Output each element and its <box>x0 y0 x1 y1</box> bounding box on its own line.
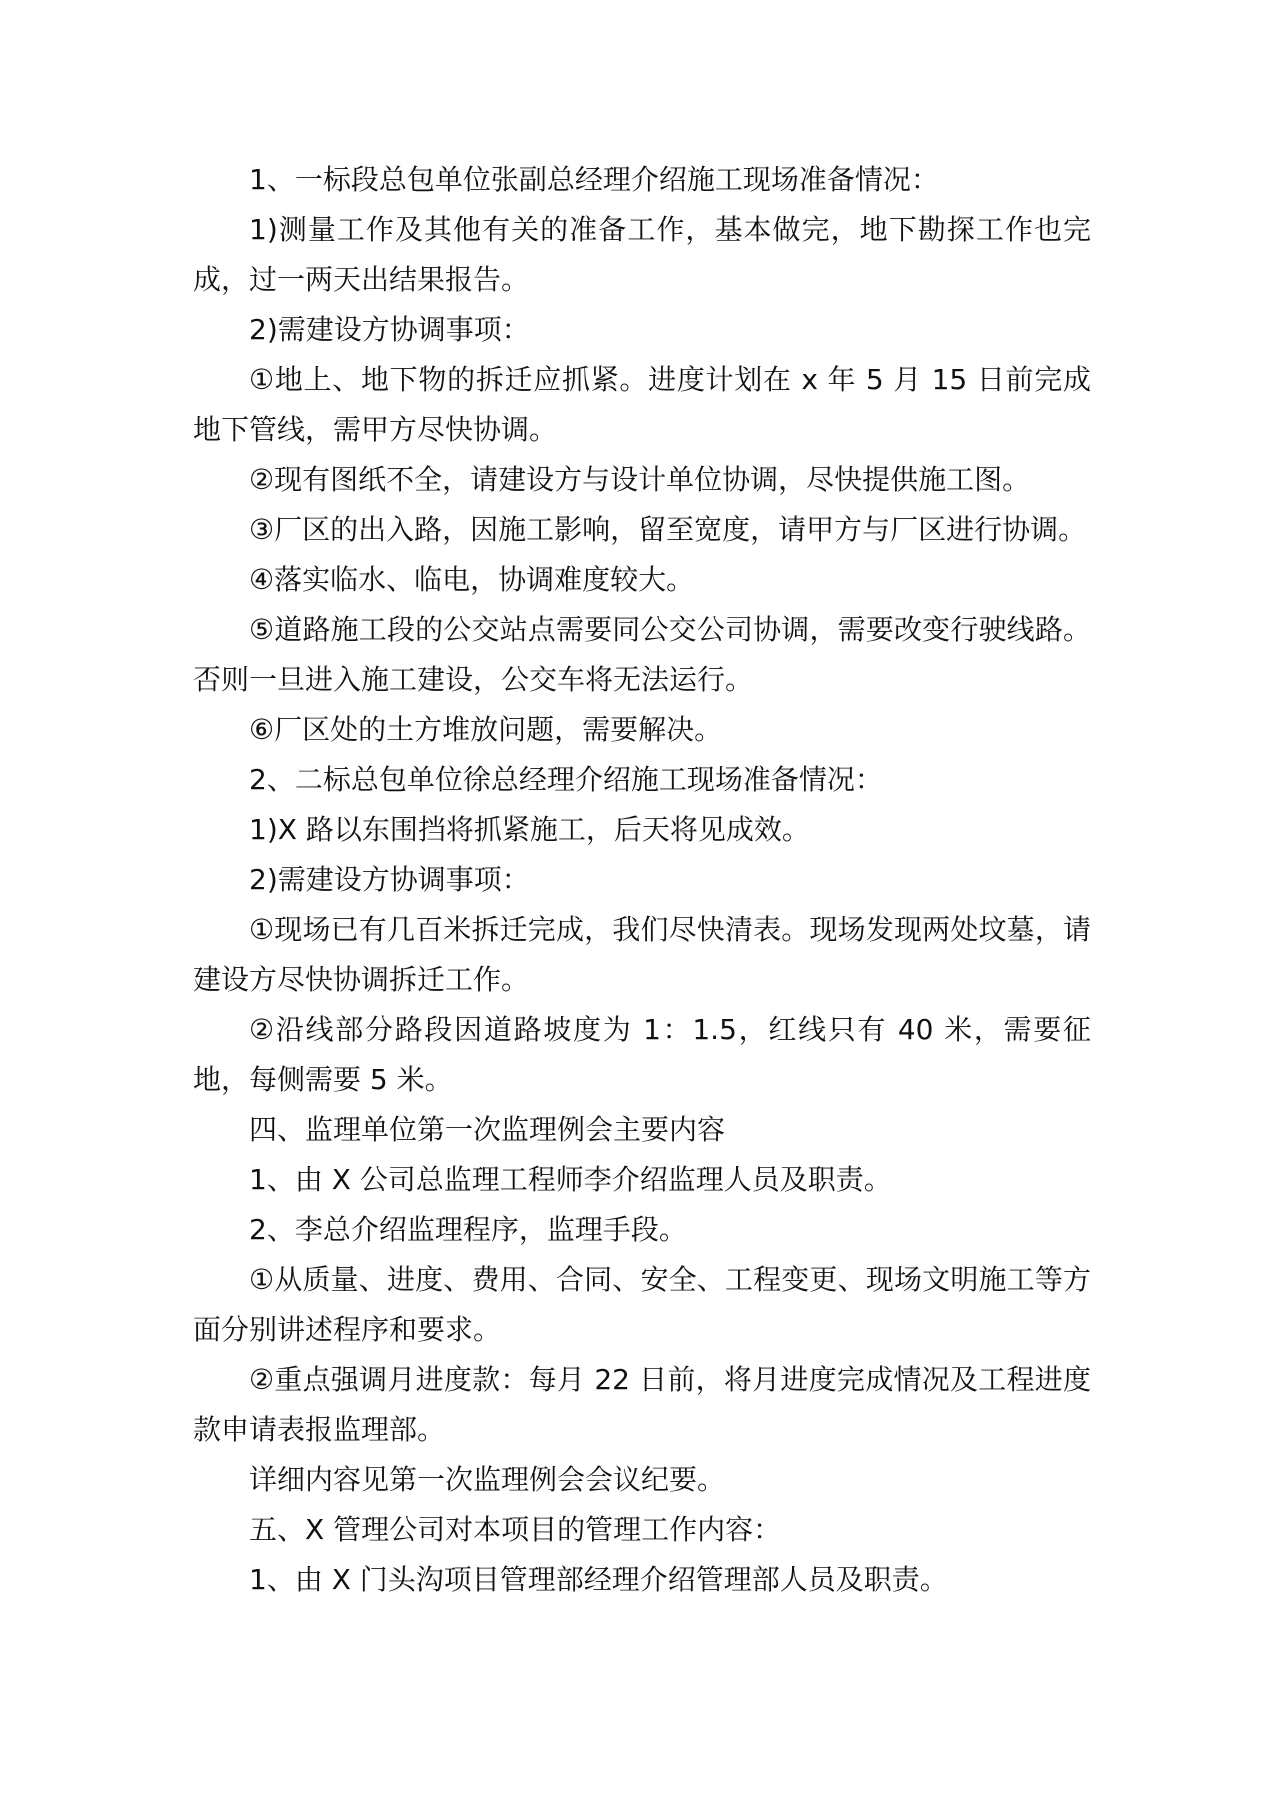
paragraph: 1、由 X 公司总监理工程师李介绍监理人员及职责。 <box>249 1163 892 1196</box>
paragraph: ②重点强调月进度款：每月 22 日前，将月进度完成情况及工程进度款申请表报监理部。 <box>193 1363 1091 1446</box>
paragraph: ①现场已有几百米拆迁完成，我们尽快清表。现场发现两处坟墓，请建设方尽快协调拆迁工作。 <box>193 913 1091 996</box>
paragraph: 1)测量工作及其他有关的准备工作，基本做完，地下勘探工作也完成，过一两天出结果报告。 <box>193 213 1091 296</box>
paragraph: 1、一标段总包单位张副总经理介绍施工现场准备情况： <box>249 163 939 196</box>
paragraph: ②沿线部分路段因道路坡度为 1：1.5，红线只有 40 米，需要征地，每侧需要 5 米。 <box>193 1013 1091 1096</box>
paragraph: 1、由 X 门头沟项目管理部经理介绍管理部人员及职责。 <box>249 1563 948 1596</box>
paragraph: ①地上、地下物的拆迁应抓紧。进度计划在 x 年 5 月 15 日前完成地下管线，需甲方尽快协调。 <box>193 363 1091 446</box>
paragraph: ④落实临水、临电，协调难度较大。 <box>249 563 695 596</box>
document-body <box>193 155 1091 1605</box>
paragraph: ⑥厂区处的土方堆放问题，需要解决。 <box>249 713 723 746</box>
section-heading: 四、监理单位第一次监理例会主要内容 <box>249 1113 726 1146</box>
paragraph: ⑤道路施工段的公交站点需要同公交公司协调，需要改变行驶线路。否则一旦进入施工建设，公交车将无法运行。 <box>193 613 1091 696</box>
section-heading: 五、X 管理公司对本项目的管理工作内容： <box>249 1513 782 1546</box>
paragraph: ②现有图纸不全，请建设方与设计单位协调，尽快提供施工图。 <box>249 463 1031 496</box>
paragraph: ③厂区的出入路，因施工影响，留至宽度，请甲方与厂区进行协调。 <box>249 513 1087 546</box>
paragraph: 详细内容见第一次监理例会会议纪要。 <box>249 1463 726 1496</box>
paragraph: 1)X 路以东围挡将抓紧施工，后天将见成效。 <box>249 813 810 846</box>
paragraph: 2)需建设方协调事项： <box>249 313 530 346</box>
paragraph: 2、二标总包单位徐总经理介绍施工现场准备情况： <box>249 763 883 796</box>
paragraph: ①从质量、进度、费用、合同、安全、工程变更、现场文明施工等方面分别讲述程序和要求。 <box>193 1263 1091 1346</box>
paragraph: 2、李总介绍监理程序，监理手段。 <box>249 1213 687 1246</box>
paragraph: 2)需建设方协调事项： <box>249 863 530 896</box>
